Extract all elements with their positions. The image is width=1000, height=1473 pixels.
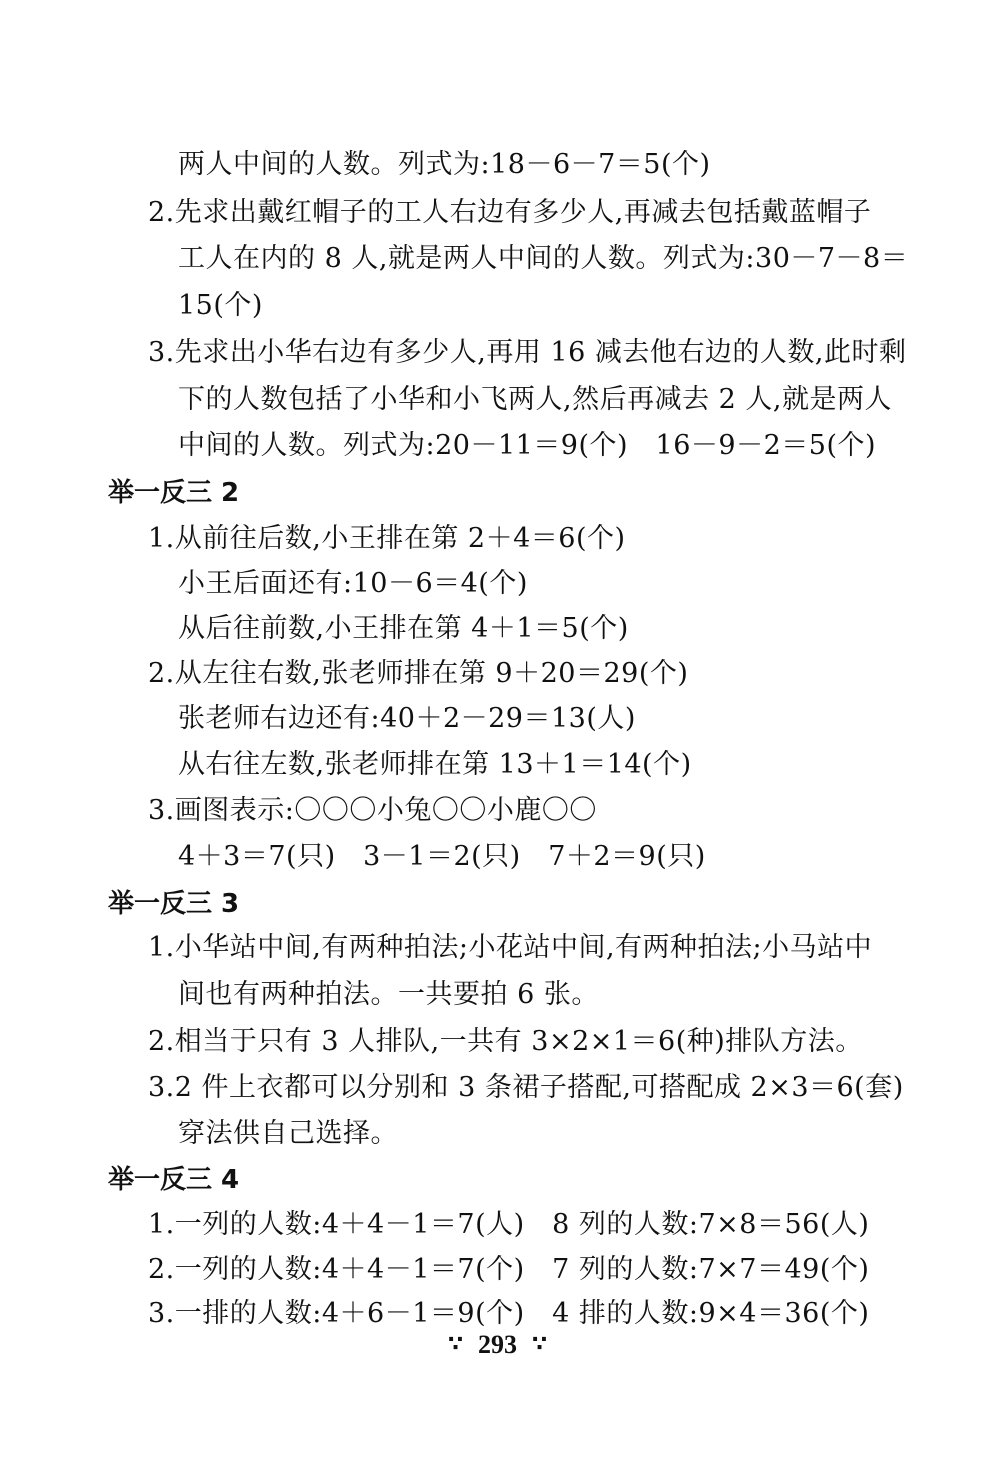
answer-line: 穿法供自己选择。 xyxy=(178,1118,398,1149)
answer-line: 间也有两种拍法。一共要拍 6 张。 xyxy=(178,979,599,1010)
answer-line: 从后往前数,小王排在第 4＋1＝5(个) xyxy=(178,613,629,644)
answer-line: 中间的人数。列式为:20－11＝9(个) 16－9－2＝5(个) xyxy=(178,430,877,461)
answer-line: 4＋3＝7(只) 3－1＝2(只) 7＋2＝9(只) xyxy=(178,841,706,872)
answer-line: 张老师右边还有:40＋2－29＝13(人) xyxy=(178,703,636,734)
answer-line: 3.一排的人数:4＋6－1＝9(个) 4 排的人数:9×4＝36(个) xyxy=(148,1298,870,1329)
answer-line: 2.从左往右数,张老师排在第 9＋20＝29(个) xyxy=(148,658,689,689)
decorative-dots-icon: ∵ xyxy=(448,1332,464,1357)
section-heading: 举一反三 4 xyxy=(108,1165,240,1195)
answer-line: 小王后面还有:10－6＝4(个) xyxy=(178,568,528,599)
answer-line: 3.画图表示:〇〇〇小兔〇〇小鹿〇〇 xyxy=(148,795,597,826)
answer-line: 2.相当于只有 3 人排队,一共有 3×2×1＝6(种)排队方法。 xyxy=(148,1026,863,1057)
answer-line: 从右往左数,张老师排在第 13＋1＝14(个) xyxy=(178,749,692,780)
section-heading: 举一反三 2 xyxy=(108,478,240,508)
answer-line: 两人中间的人数。列式为:18－6－7＝5(个) xyxy=(178,149,711,180)
answer-line: 工人在内的 8 人,就是两人中间的人数。列式为:30－7－8＝ xyxy=(178,243,909,274)
page-number-footer xyxy=(0,1320,1000,1380)
answer-line: 下的人数包括了小华和小飞两人,然后再减去 2 人,就是两人 xyxy=(178,384,893,415)
answer-line: 15(个) xyxy=(178,290,263,321)
answer-line: 3.先求出小华右边有多少人,再用 16 减去他右边的人数,此时剩 xyxy=(148,337,907,368)
page-number: 293 xyxy=(478,1330,517,1359)
decorative-dots-icon: ∵ xyxy=(532,1332,548,1357)
answer-line: 2.一列的人数:4＋4－1＝7(个) 7 列的人数:7×7＝49(个) xyxy=(148,1254,870,1285)
answer-line: 1.从前往后数,小王排在第 2＋4＝6(个) xyxy=(148,523,626,554)
answer-line: 1.小华站中间,有两种拍法;小花站中间,有两种拍法;小马站中 xyxy=(148,932,873,963)
answer-line: 3.2 件上衣都可以分别和 3 条裙子搭配,可搭配成 2×3＝6(套) xyxy=(148,1072,904,1103)
answer-line: 1.一列的人数:4＋4－1＝7(人) 8 列的人数:7×8＝56(人) xyxy=(148,1209,870,1240)
section-heading: 举一反三 3 xyxy=(108,889,240,919)
answer-line: 2.先求出戴红帽子的工人右边有多少人,再减去包括戴蓝帽子 xyxy=(148,197,872,228)
